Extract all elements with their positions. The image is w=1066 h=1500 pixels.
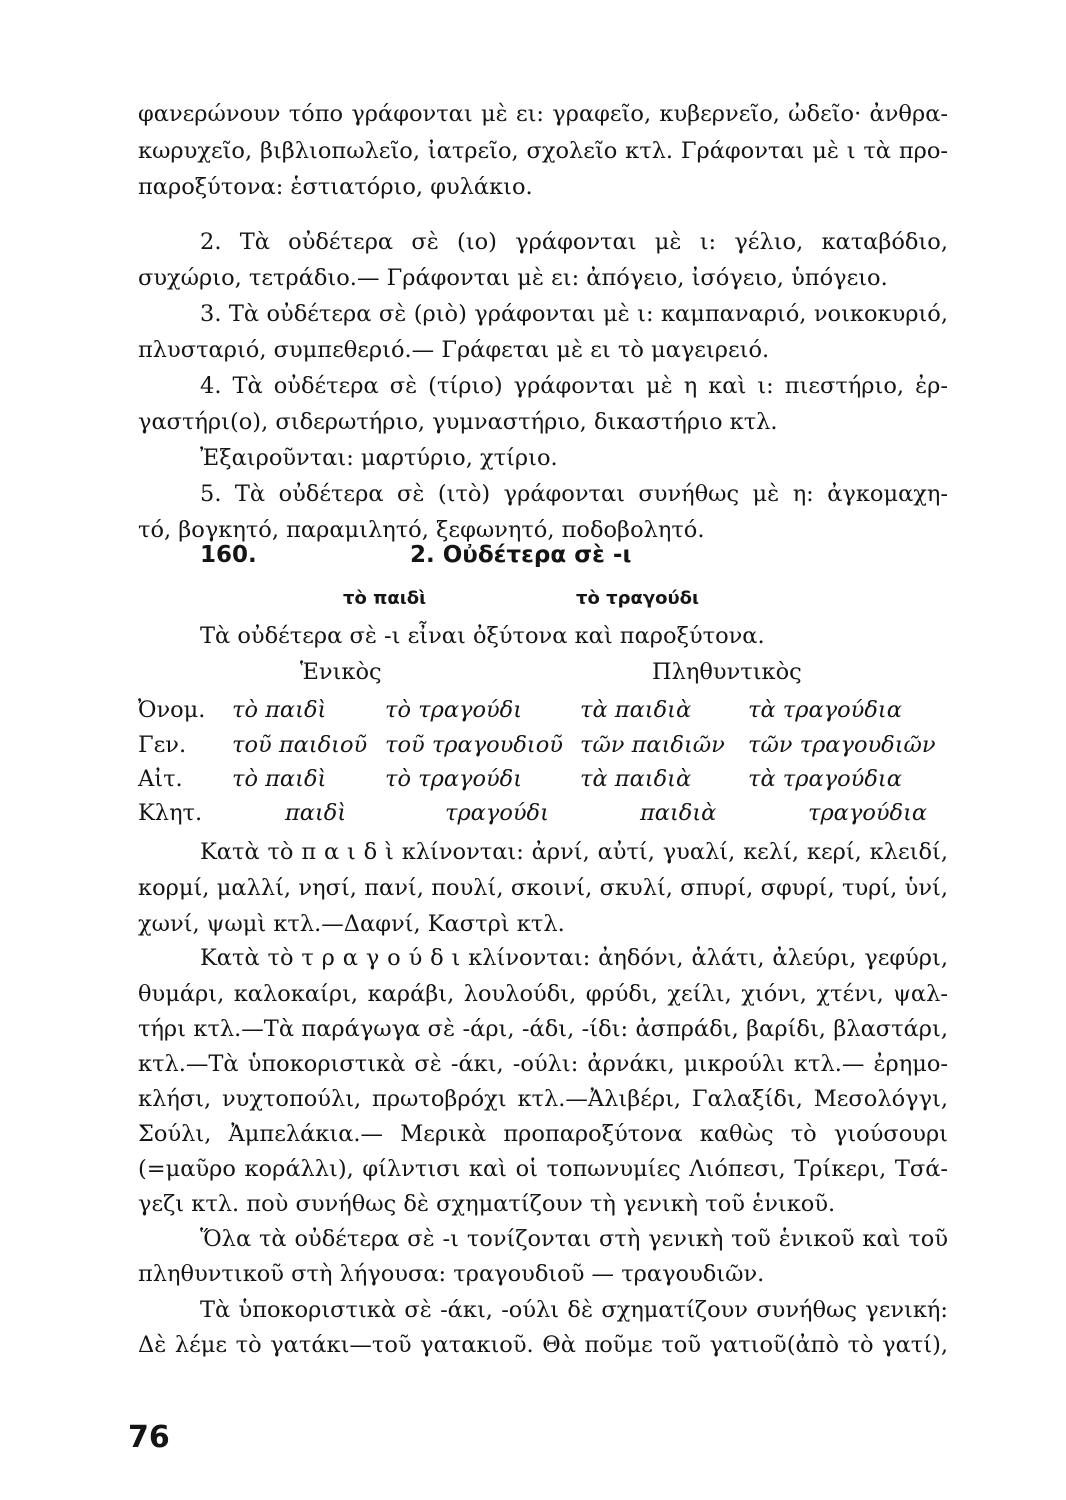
text-line: γαστήρι(ο), σιδερωτήριο, γυμναστήριο, δικαστήριο κτλ. bbox=[138, 409, 778, 435]
text-line: φανερώνουν τόπο γράφονται μὲ ει: γραφεῖο, κυβερνεῖο, ὠδεῖο· ἀνθρα- bbox=[138, 101, 948, 127]
header-singular: Ἑνικὸς bbox=[300, 659, 382, 685]
text-line: κωρυχεῖο, βιβλιοπωλεῖο, ἰατρεῖο, σχολεῖο κτλ. Γράφονται μὲ ι τὰ προ- bbox=[138, 138, 948, 164]
text-line: 2. Τὰ οὐδέτερα σὲ (ιο) γράφονται μὲ ι: γέλιο, καταβόδιο, bbox=[200, 229, 948, 255]
text-line: τό, βογκητό, παραμιλητό, ξεφωνητό, ποδοβολητό. bbox=[138, 517, 705, 543]
table-cell: τῶν τραγουδιῶν bbox=[748, 732, 936, 758]
table-cell: τὸ τραγούδι bbox=[385, 697, 523, 723]
case-label: Κλητ. bbox=[138, 800, 203, 826]
table-cell: τὸ τραγούδι bbox=[385, 766, 523, 792]
text-line: 5. Τὰ οὐδέτερα σὲ (ιτὸ) γράφονται συνήθως μὲ η: ἀγκομαχη- bbox=[200, 481, 948, 507]
text-line: χωνί, ψωμὶ κτλ.—Δαφνί, Καστρὶ κτλ. bbox=[138, 911, 565, 937]
table-cell: τὰ τραγούδια bbox=[748, 697, 902, 723]
text-line: παροξύτονα: ἑστιατόριο, φυλάκιο. bbox=[138, 174, 533, 200]
table-cell: τὰ παιδιὰ bbox=[580, 766, 692, 792]
text-line: Δὲ λέμε τὸ γατάκι—τοῦ γατακιοῦ. Θὰ ποῦμε τοῦ γατιοῦ(ἀπὸ τὸ γατί), bbox=[138, 1332, 948, 1358]
page-number: 76 bbox=[128, 1420, 170, 1455]
table-cell: τὸ παιδὶ bbox=[232, 766, 327, 792]
table-cell: τοῦ τραγουδιοῦ bbox=[385, 732, 563, 758]
section-title: 2. Οὐδέτερα σὲ -ι bbox=[410, 542, 632, 568]
case-label: Γεν. bbox=[138, 732, 187, 758]
table-cell: τῶν παιδιῶν bbox=[580, 732, 725, 758]
case-label: Αἰτ. bbox=[138, 766, 183, 792]
table-cell: παιδὶ bbox=[285, 800, 347, 826]
text-line: πληθυντικοῦ στὴ λήγουσα: τραγουδιοῦ — τραγουδιῶν. bbox=[138, 1261, 765, 1287]
text-line: πλυσταριό, συμπεθεριό.— Γράφεται μὲ ει τὸ μαγειρειό. bbox=[138, 337, 770, 363]
text-line: συχώριο, τετράδιο.— Γράφονται μὲ ει: ἀπόγειο, ἰσόγειο, ὑπόγειο. bbox=[138, 265, 888, 291]
text-line: κορμί, μαλλί, νησί, πανί, πουλί, σκοινί, σκυλί, σπυρί, σφυρί, τυρί, ὑνί, bbox=[138, 875, 948, 901]
table-cell: τὰ παιδιὰ bbox=[580, 697, 692, 723]
example-word-1: τὸ παιδὶ bbox=[343, 588, 427, 609]
text-line: 3. Τὰ οὐδέτερα σὲ (ριὸ) γράφονται μὲ ι: καμπαναριό, νοικοκυριό, bbox=[200, 301, 948, 327]
text-line: Σούλι, Ἀμπελάκια.— Μερικὰ προπαροξύτονα καθὼς τὸ γιούσουρι bbox=[138, 1121, 948, 1147]
header-plural: Πληθυντικὸς bbox=[652, 659, 802, 685]
section-statement: Τὰ οὐδέτερα σὲ -ι εἶναι ὀξύτονα καὶ παροξύτονα. bbox=[200, 623, 765, 649]
text-line: κτλ.—Τὰ ὑποκοριστικὰ σὲ -άκι, -ούλι: ἀρνάκι, μικρούλι κτλ.— ἐρημο- bbox=[138, 1051, 948, 1077]
table-cell: παιδιὰ bbox=[640, 800, 717, 826]
text-line: Ἐξαιροῦνται: μαρτύριο, χτίριο. bbox=[200, 445, 558, 471]
text-line: κλήσι, νυχτοπούλι, πρωτοβρόχι κτλ.—Ἀλιβέρι, Γαλαξίδι, Μεσολόγγι, bbox=[138, 1086, 948, 1112]
text-line: γεζι κτλ. ποὺ συνήθως δὲ σχηματίζουν τὴ γενικὴ τοῦ ἑνικοῦ. bbox=[138, 1191, 836, 1217]
text-line: τήρι κτλ.—Τὰ παράγωγα σὲ -άρι, -άδι, -ίδι: ἀσπράδι, βαρίδι, βλαστάρι, bbox=[138, 1016, 948, 1042]
section-number: 160. bbox=[200, 542, 257, 568]
text-line: Ὅλα τὰ οὐδέτερα σὲ -ι τονίζονται στὴ γενικὴ τοῦ ἑνικοῦ καὶ τοῦ bbox=[200, 1226, 948, 1252]
case-label: Ὀνομ. bbox=[138, 697, 206, 723]
text-line: θυμάρι, καλοκαίρι, καράβι, λουλούδι, φρύδι, χείλι, χιόνι, χτένι, ψαλ- bbox=[138, 981, 948, 1007]
text-line: 4. Τὰ οὐδέτερα σὲ (τίριο) γράφονται μὲ η καὶ ι: πιεστήριο, ἐρ- bbox=[200, 373, 948, 399]
table-cell: τὸ παιδὶ bbox=[232, 697, 327, 723]
table-cell: τὰ τραγούδια bbox=[748, 766, 902, 792]
text-line: Τὰ ὑποκοριστικὰ σὲ -άκι, -ούλι δὲ σχηματίζουν συνήθως γενική: bbox=[200, 1297, 948, 1323]
text-line: (=μαῦρο κοράλλι), φίλντισι καὶ οἱ τοπωνυμίες Λιόπεσι, Τρίκερι, Τσά- bbox=[138, 1156, 948, 1182]
table-cell: τραγούδια bbox=[808, 800, 928, 826]
table-cell: τραγούδι bbox=[445, 800, 549, 826]
text-line: Κατὰ τὸ τ ρ α γ ο ύ δ ι κλίνονται: ἀηδόνι, ἁλάτι, ἀλεύρι, γεφύρι, bbox=[200, 945, 948, 971]
example-word-2: τὸ τραγούδι bbox=[576, 588, 700, 609]
table-cell: τοῦ παιδιοῦ bbox=[232, 732, 368, 758]
text-line: Κατὰ τὸ π α ι δ ὶ κλίνονται: ἀρνί, αὐτί, γυαλί, κελί, κερί, κλειδί, bbox=[200, 839, 948, 865]
